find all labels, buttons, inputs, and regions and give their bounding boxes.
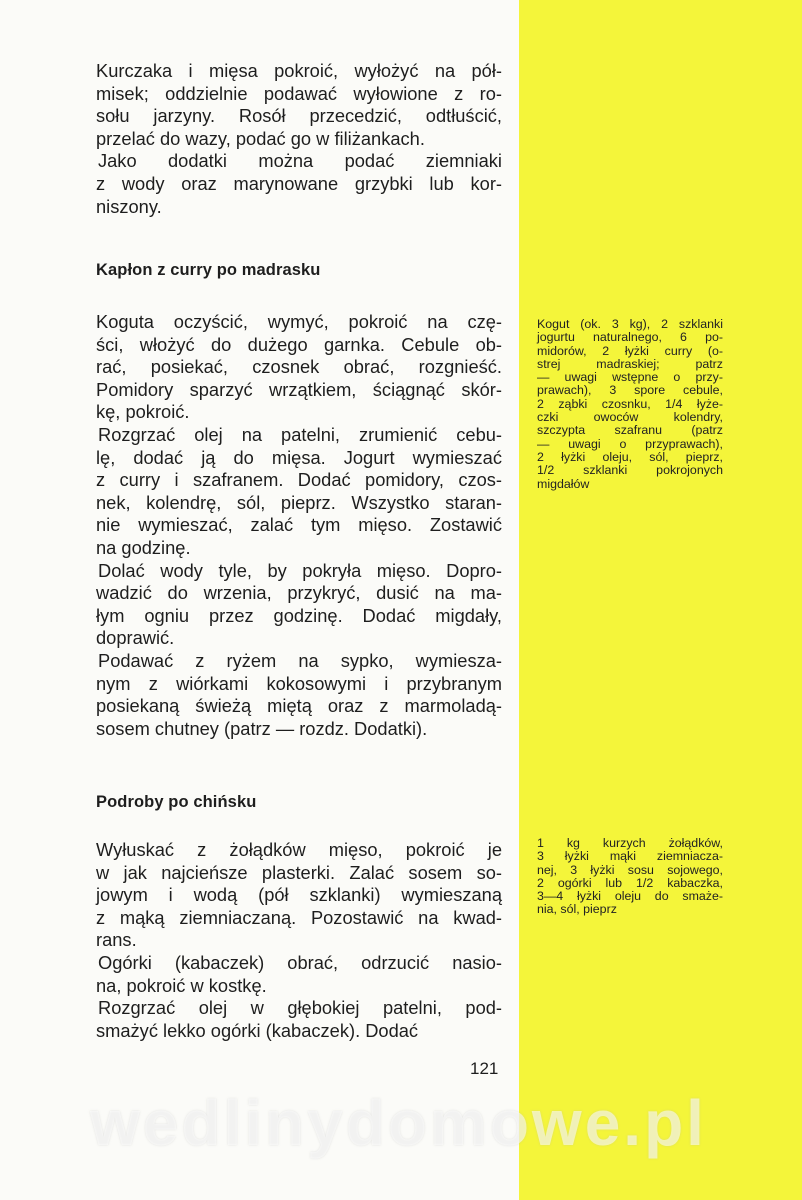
text-line: w jak najcieńsze plasterki. Zalać sosem so- xyxy=(96,861,502,883)
text-line: szczypta szafranu (patrz xyxy=(537,423,723,438)
text-line: midorów, 2 łyżki curry (o- xyxy=(537,343,723,358)
text-line: nia, sól, pieprz xyxy=(537,902,617,917)
recipe2-instructions xyxy=(96,839,502,1042)
text-line: Wyłuskać z żołądków mięso, pokroić je xyxy=(96,839,502,860)
text-line: 3 łyżki mąki ziemniacza- xyxy=(537,849,723,864)
text-line: nie wymieszać, zalać tym mięso. Zostawić xyxy=(96,514,502,536)
intro-paragraph xyxy=(96,60,502,218)
text-line: rać, posiekać, czosnek obrać, rozgnieść. xyxy=(96,356,502,378)
text-line: ści, włożyć do dużego garnka. Cebule ob- xyxy=(96,333,502,355)
recipe2-title: Podroby po chińsku xyxy=(96,793,257,811)
recipe2-ingredients xyxy=(537,837,723,917)
text-line: doprawić. xyxy=(96,627,175,649)
text-line: nek, kolendrę, sól, pieprz. Wszystko staran- xyxy=(96,491,502,513)
text-line: posiekaną świeżą miętą oraz z marmoladą- xyxy=(96,695,502,717)
text-line: 2 ząbki czosnku, 1/4 łyże- xyxy=(537,396,723,411)
text-line: kę, pokroić. xyxy=(96,401,190,423)
text-line: z mąką ziemniaczaną. Pozostawić na kwad- xyxy=(96,906,502,928)
text-line: 2 łyżki oleju, sól, pieprz, xyxy=(537,449,723,464)
text-line: smażyć lekko ogórki (kabaczek). Dodać xyxy=(96,1019,419,1041)
text-line: niszony. xyxy=(96,195,162,217)
text-line: na, pokroić w kostkę. xyxy=(96,974,267,996)
text-line: misek; oddzielnie podawać wyłowione z ro- xyxy=(96,82,502,104)
text-line: 1 kg kurzych żołądków, xyxy=(537,836,723,850)
page-number: 121 xyxy=(470,1059,499,1078)
text-line: Kurczaka i mięsa pokroić, wyłożyć na pół- xyxy=(96,60,502,81)
text-line: lę, dodać ją do mięsa. Jogurt wymieszać xyxy=(96,446,502,468)
recipe1-title: Kapłon z curry po madrasku xyxy=(96,261,321,279)
text-line: prawach), 3 spore cebule, xyxy=(537,383,723,398)
text-line: — uwagi wstępne o przy- xyxy=(537,370,723,385)
text-line: sosem chutney (patrz — rozdz. Dodatki). xyxy=(96,717,428,739)
text-line: czki owoców kolendry, xyxy=(537,410,723,425)
text-line: Pomidory sparzyć wrzątkiem, ściągnąć skór- xyxy=(96,378,502,400)
text-line: jowym i wodą (pół szklanki) wymieszaną xyxy=(96,884,502,906)
text-line: na godzinę. xyxy=(96,536,191,558)
text-line: przelać do wazy, podać go w filiżankach. xyxy=(96,127,425,149)
text-line: nym z wiórkami kokosowymi i przybranym xyxy=(96,672,502,694)
text-line: strej madraskiej; patrz xyxy=(537,356,723,371)
text-line: 2 ogórki lub 1/2 kabaczka, xyxy=(537,875,723,890)
text-line: Podawać z ryżem na sypko, wymiesza- xyxy=(98,649,502,671)
text-line: nej, 3 łyżki sosu sojowego, xyxy=(537,862,723,877)
text-line: 3—4 łyżki oleju do smaże- xyxy=(537,889,723,904)
text-line: Koguta oczyścić, wymyć, pokroić na czę- xyxy=(96,311,502,332)
ingredients-sidebar xyxy=(519,0,802,1200)
text-line: Ogórki (kabaczek) obrać, odrzucić nasio- xyxy=(98,951,502,973)
text-line: Rozgrzać olej w głębokiej patelni, pod- xyxy=(98,997,502,1019)
watermark: wedlinydomowe.pl xyxy=(90,1087,707,1159)
text-line: z curry i szafranem. Dodać pomidory, czos- xyxy=(96,469,502,491)
text-line: Kogut (ok. 3 kg), 2 szklanki xyxy=(537,317,723,331)
text-line: 1/2 szklanki pokrojonych xyxy=(537,463,723,478)
text-line: wadzić do wrzenia, przykryć, dusić na ma- xyxy=(96,582,502,604)
text-line: Rozgrzać olej na patelni, zrumienić cebu- xyxy=(98,423,502,445)
text-line: Dolać wody tyle, by pokryła mięso. Dopro- xyxy=(98,559,502,581)
text-line: sołu jarzyny. Rosół przecedzić, odtłuścić, xyxy=(96,105,502,127)
recipe1-instructions xyxy=(96,311,502,740)
text-line: migdałów xyxy=(537,476,590,491)
recipe1-ingredients xyxy=(537,318,723,491)
text-line: łym ogniu przez godzinę. Dodać migdały, xyxy=(96,604,502,626)
text-line: — uwagi o przyprawach), xyxy=(537,436,723,451)
text-line: rans. xyxy=(96,929,137,951)
text-line: z wody oraz marynowane grzybki lub kor- xyxy=(96,172,502,194)
text-line: jogurtu naturalnego, 6 po- xyxy=(537,330,723,345)
text-line: Jako dodatki można podać ziemniaki xyxy=(98,150,502,172)
